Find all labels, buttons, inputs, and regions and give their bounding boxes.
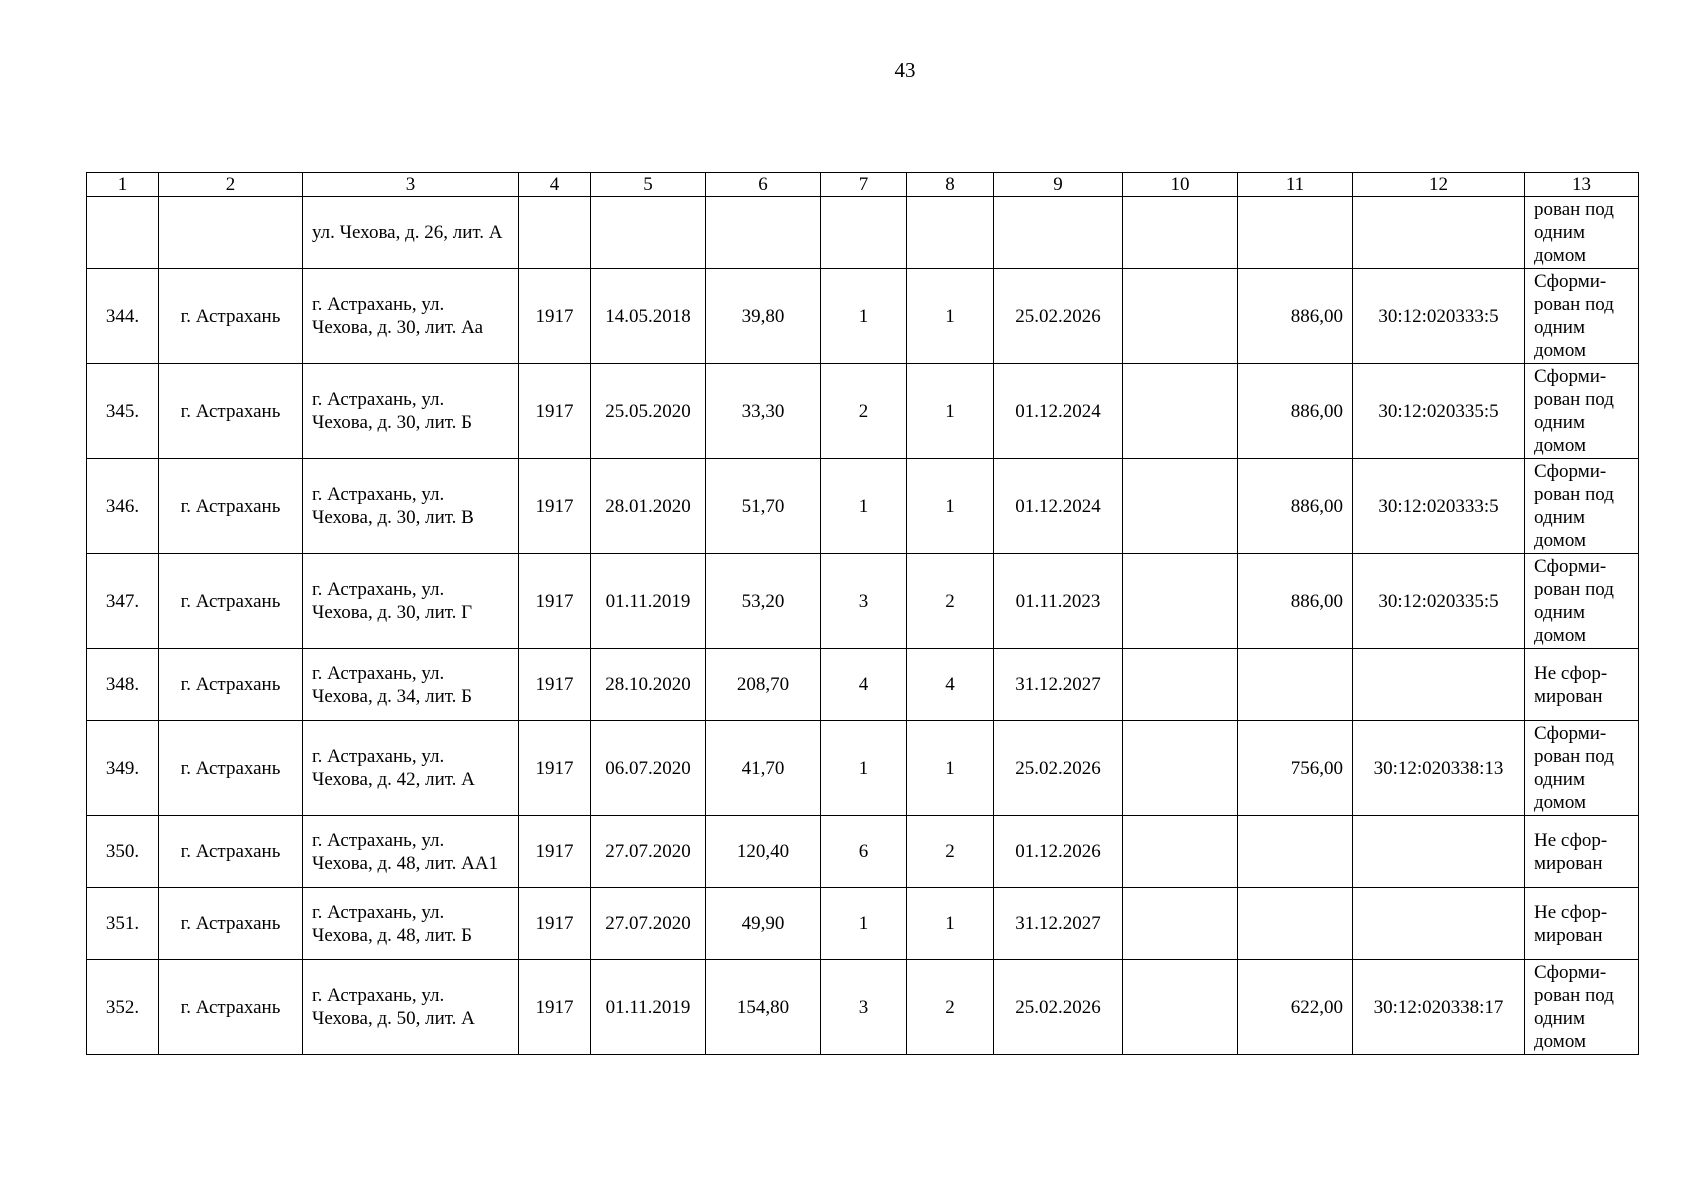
- column-8-cell: 4: [907, 649, 994, 721]
- column-8-cell: 2: [907, 960, 994, 1055]
- column-8-cell: 1: [907, 364, 994, 459]
- column-10-cell: [1123, 649, 1238, 721]
- status-cell: Сформи-рован под одним домом: [1525, 459, 1639, 554]
- row-number: 348.: [87, 649, 159, 721]
- date-cell: [591, 197, 706, 269]
- column-header-11: 11: [1238, 173, 1353, 197]
- table-row: [87, 364, 1639, 459]
- column-header-2: 2: [159, 173, 303, 197]
- land-area-cell: 886,00: [1238, 269, 1353, 364]
- column-10-cell: [1123, 197, 1238, 269]
- column-8-cell: 2: [907, 816, 994, 888]
- cadastral-number-cell: [1353, 649, 1525, 721]
- year-cell: 1917: [519, 649, 591, 721]
- cadastral-number-cell: 30:12:020333:5: [1353, 269, 1525, 364]
- deadline-cell: 25.02.2026: [994, 269, 1123, 364]
- cadastral-number-cell: [1353, 197, 1525, 269]
- status-cell: Сформи-рован под одним домом: [1525, 269, 1639, 364]
- page-number: 43: [894, 58, 916, 82]
- column-header-10: 10: [1123, 173, 1238, 197]
- column-8-cell: 1: [907, 459, 994, 554]
- land-area-cell: 886,00: [1238, 364, 1353, 459]
- row-number: 346.: [87, 459, 159, 554]
- year-cell: 1917: [519, 364, 591, 459]
- address-cell: г. Астрахань, ул. Чехова, д. 34, лит. Б: [303, 649, 519, 721]
- column-header-9: 9: [994, 173, 1123, 197]
- city-cell: г. Астрахань: [159, 554, 303, 649]
- column-header-8: 8: [907, 173, 994, 197]
- city-cell: г. Астрахань: [159, 459, 303, 554]
- land-area-cell: 756,00: [1238, 721, 1353, 816]
- address-cell: г. Астрахань, ул. Чехова, д. 30, лит. Б: [303, 364, 519, 459]
- column-8-cell: 1: [907, 721, 994, 816]
- year-cell: 1917: [519, 269, 591, 364]
- deadline-cell: 01.12.2024: [994, 459, 1123, 554]
- column-7-cell: 6: [821, 816, 907, 888]
- land-area-cell: [1238, 197, 1353, 269]
- date-cell: 14.05.2018: [591, 269, 706, 364]
- land-area-cell: [1238, 649, 1353, 721]
- deadline-cell: 01.11.2023: [994, 554, 1123, 649]
- address-cell: г. Астрахань, ул. Чехова, д. 48, лит. Б: [303, 888, 519, 960]
- cadastral-number-cell: 30:12:020335:5: [1353, 554, 1525, 649]
- city-cell: г. Астрахань: [159, 649, 303, 721]
- city-cell: г. Астрахань: [159, 364, 303, 459]
- table-row: [87, 816, 1639, 888]
- deadline-cell: 25.02.2026: [994, 960, 1123, 1055]
- area-cell: 154,80: [706, 960, 821, 1055]
- row-number: 350.: [87, 816, 159, 888]
- deadline-cell: 31.12.2027: [994, 649, 1123, 721]
- cadastral-number-cell: [1353, 888, 1525, 960]
- year-cell: 1917: [519, 816, 591, 888]
- address-cell: г. Астрахань, ул. Чехова, д. 48, лит. АА1: [303, 816, 519, 888]
- table-row: [87, 269, 1639, 364]
- area-cell: 208,70: [706, 649, 821, 721]
- date-cell: 01.11.2019: [591, 960, 706, 1055]
- row-number: 352.: [87, 960, 159, 1055]
- date-cell: 28.01.2020: [591, 459, 706, 554]
- year-cell: 1917: [519, 554, 591, 649]
- address-cell: г. Астрахань, ул. Чехова, д. 30, лит. В: [303, 459, 519, 554]
- table-row: [87, 197, 1639, 269]
- city-cell: г. Астрахань: [159, 721, 303, 816]
- column-7-cell: 1: [821, 888, 907, 960]
- deadline-cell: 01.12.2024: [994, 364, 1123, 459]
- column-header-3: 3: [303, 173, 519, 197]
- address-cell: г. Астрахань, ул. Чехова, д. 30, лит. Аа: [303, 269, 519, 364]
- table-body: [87, 197, 1639, 1055]
- row-number: 347.: [87, 554, 159, 649]
- status-cell: Не сфор-мирован: [1525, 888, 1639, 960]
- city-cell: г. Астрахань: [159, 960, 303, 1055]
- land-area-cell: 622,00: [1238, 960, 1353, 1055]
- table-row: [87, 649, 1639, 721]
- housing-registry-table: [86, 172, 1639, 1055]
- area-cell: 51,70: [706, 459, 821, 554]
- column-header-5: 5: [591, 173, 706, 197]
- column-10-cell: [1123, 888, 1238, 960]
- cadastral-number-cell: 30:12:020338:17: [1353, 960, 1525, 1055]
- column-10-cell: [1123, 816, 1238, 888]
- row-number: 344.: [87, 269, 159, 364]
- area-cell: 49,90: [706, 888, 821, 960]
- table-row: [87, 960, 1639, 1055]
- column-7-cell: 1: [821, 269, 907, 364]
- year-cell: 1917: [519, 721, 591, 816]
- land-area-cell: 886,00: [1238, 459, 1353, 554]
- column-7-cell: 1: [821, 721, 907, 816]
- row-number: 345.: [87, 364, 159, 459]
- area-cell: 120,40: [706, 816, 821, 888]
- column-header-4: 4: [519, 173, 591, 197]
- column-7-cell: 4: [821, 649, 907, 721]
- table-row: [87, 459, 1639, 554]
- table-header: [87, 173, 1639, 197]
- table-row: [87, 888, 1639, 960]
- cadastral-number-cell: 30:12:020335:5: [1353, 364, 1525, 459]
- table-row: [87, 554, 1639, 649]
- cadastral-number-cell: [1353, 816, 1525, 888]
- city-cell: г. Астрахань: [159, 269, 303, 364]
- address-cell: г. Астрахань, ул. Чехова, д. 30, лит. Г: [303, 554, 519, 649]
- date-cell: 27.07.2020: [591, 816, 706, 888]
- address-cell: ул. Чехова, д. 26, лит. А: [303, 197, 519, 269]
- column-header-6: 6: [706, 173, 821, 197]
- year-cell: [519, 197, 591, 269]
- column-8-cell: 1: [907, 269, 994, 364]
- deadline-cell: [994, 197, 1123, 269]
- column-8-cell: 2: [907, 554, 994, 649]
- column-7-cell: 3: [821, 554, 907, 649]
- year-cell: 1917: [519, 459, 591, 554]
- area-cell: 53,20: [706, 554, 821, 649]
- land-area-cell: [1238, 888, 1353, 960]
- column-8-cell: [907, 197, 994, 269]
- column-header-12: 12: [1353, 173, 1525, 197]
- status-cell: Сформи-рован под одним домом: [1525, 364, 1639, 459]
- area-cell: 39,80: [706, 269, 821, 364]
- land-area-cell: [1238, 816, 1353, 888]
- deadline-cell: 01.12.2026: [994, 816, 1123, 888]
- column-10-cell: [1123, 459, 1238, 554]
- area-cell: 33,30: [706, 364, 821, 459]
- table-row: [87, 721, 1639, 816]
- row-number: [87, 197, 159, 269]
- column-7-cell: 1: [821, 459, 907, 554]
- status-cell: Не сфор-мирован: [1525, 649, 1639, 721]
- column-10-cell: [1123, 721, 1238, 816]
- status-cell: Сформи-рован под одним домом: [1525, 554, 1639, 649]
- area-cell: 41,70: [706, 721, 821, 816]
- column-10-cell: [1123, 269, 1238, 364]
- year-cell: 1917: [519, 960, 591, 1055]
- cadastral-number-cell: 30:12:020338:13: [1353, 721, 1525, 816]
- column-7-cell: 2: [821, 364, 907, 459]
- area-cell: [706, 197, 821, 269]
- year-cell: 1917: [519, 888, 591, 960]
- deadline-cell: 31.12.2027: [994, 888, 1123, 960]
- city-cell: г. Астрахань: [159, 888, 303, 960]
- status-cell: Сформи-рован под одним домом: [1525, 960, 1639, 1055]
- status-cell: Не сфор-мирован: [1525, 816, 1639, 888]
- date-cell: 01.11.2019: [591, 554, 706, 649]
- address-cell: г. Астрахань, ул. Чехова, д. 42, лит. А: [303, 721, 519, 816]
- column-7-cell: 3: [821, 960, 907, 1055]
- column-header-13: 13: [1525, 173, 1639, 197]
- date-cell: 28.10.2020: [591, 649, 706, 721]
- date-cell: 06.07.2020: [591, 721, 706, 816]
- column-10-cell: [1123, 364, 1238, 459]
- address-cell: г. Астрахань, ул. Чехова, д. 50, лит. А: [303, 960, 519, 1055]
- cadastral-number-cell: 30:12:020333:5: [1353, 459, 1525, 554]
- column-header-1: 1: [87, 173, 159, 197]
- column-8-cell: 1: [907, 888, 994, 960]
- column-header-7: 7: [821, 173, 907, 197]
- column-7-cell: [821, 197, 907, 269]
- status-cell: рован под одним домом: [1525, 197, 1639, 269]
- column-10-cell: [1123, 554, 1238, 649]
- deadline-cell: 25.02.2026: [994, 721, 1123, 816]
- column-10-cell: [1123, 960, 1238, 1055]
- row-number: 351.: [87, 888, 159, 960]
- header-row: [87, 173, 1639, 197]
- date-cell: 27.07.2020: [591, 888, 706, 960]
- status-cell: Сформи-рован под одним домом: [1525, 721, 1639, 816]
- land-area-cell: 886,00: [1238, 554, 1353, 649]
- row-number: 349.: [87, 721, 159, 816]
- date-cell: 25.05.2020: [591, 364, 706, 459]
- city-cell: [159, 197, 303, 269]
- city-cell: г. Астрахань: [159, 816, 303, 888]
